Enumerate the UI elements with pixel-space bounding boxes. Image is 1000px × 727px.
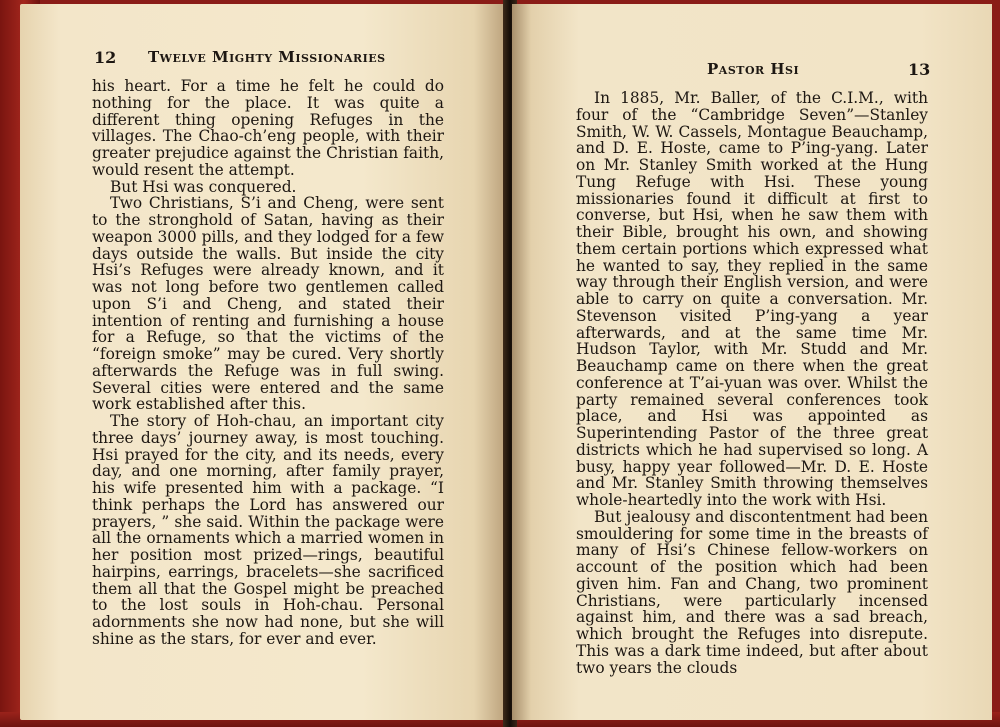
running-head: Twelve Mighty Missionaries: [148, 48, 386, 66]
paragraph: But jealousy and discontentment had been smouldering for some time in the breasts of many of Hsi’s Chinese fellow-workers on account of the position which had been given him. Fan and Chang, two prominent Christians, were particularly incensed against him, and there was a sad breach, which brought the Refuges into disrepute. This was a dark time indeed, but after about two years the clouds: [576, 507, 928, 677]
body-text: [576, 90, 928, 676]
paragraph: The story of Hoh-chau, an important city three days’ journey away, is most touching. Hsi prayed for the city, and its needs, every day, and one morning, after family prayer, his wife presented him with a package. “I think perhaps the Lord has answered our prayers, ” she said. Within the package were all the ornaments which a married women in her position most prized—rings, beautiful hairpins, earrings, bracelets—she sacrificed them all that the Gospel might be preached to the lost souls in Hoh-chau. Personal adornments she now had none, but she will shine as the stars, for ever and ever.: [92, 412, 444, 648]
paragraph: In 1885, Mr. Baller, of the C.I.M., with four of the “Cambridge Seven”—Stanley Smith, W. W. Cassels, Montague Beauchamp, and D. E. Hoste, came to P’ing-yang. Later on Mr. Stanley Smith worked at the Hung Tung Refuge with Hsi. These young missionaries found it difficult at first to converse, but Hsi, when he saw them with their Bible, brought his own, and showing them certain portions which expressed what he wanted to say, they replied in the same way through their English version, and were able to carry on quite a conversation. Mr. Stevenson visited P’ing-yang a year afterwards, and at the same time Mr. Hudson Taylor, with Mr. Studd and Mr. Beauchamp came on there when the great conference at T’ai-yuan was over. Whilst the party remained several conferences took place, and Hsi was appointed as Superintending Pastor of the three great districts which he had supervised so long. A busy, happy year followed—Mr. D. E. Hoste and Mr. Stanley Smith throwing themselves whole-heartedly into the work with Hsi.: [576, 89, 928, 509]
paragraph: But Hsi was conquered.: [110, 177, 297, 196]
paragraph: his heart. For a time he felt he could do nothing for the place. It was quite a different thing opening Refuges in the villages. The Chao-ch’eng people, with their greater prejudice against the Christian faith, would resent the attempt.: [92, 77, 444, 179]
running-head: Pastor Hsi: [707, 60, 800, 78]
paragraph: Two Christians, S’i and Cheng, were sent to the stronghold of Satan, having as their weapon 3000 pills, and they lodged for a few days outside the walls. But inside the city Hsi’s Refuges were already known, and it was not long before two gentlemen called upon S’i and Cheng, and stated their intention of renting and furnishing a house for a Refuge, so that the victims of the “foreign smoke” may be cured. Very shortly afterwards the Refuge was in full swing. Several cities were entered and the same work established after this.: [92, 194, 444, 414]
right-page: [512, 4, 992, 720]
page-number: 13: [908, 60, 931, 79]
page-number: 12: [94, 48, 117, 67]
left-page: [20, 4, 508, 720]
body-text: [92, 78, 444, 648]
